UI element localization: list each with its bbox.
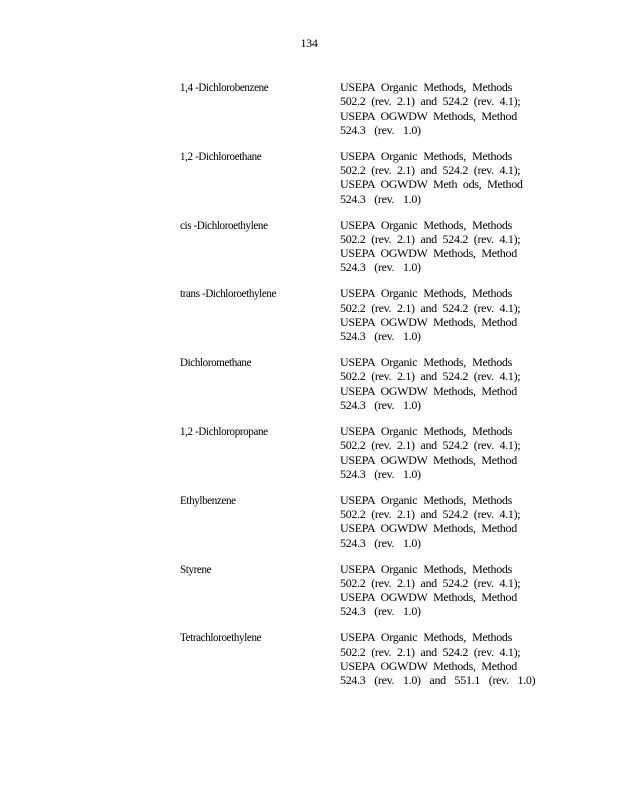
method-line: USEPA OGWDW Methods, Method — [340, 521, 517, 536]
method-description — [340, 148, 523, 218]
chemical-name: trans -Dichloroethylene — [180, 286, 277, 301]
method-line: USEPA Organic Methods, Methods — [340, 286, 512, 301]
method-line: USEPA Organic Methods, Methods — [340, 148, 512, 163]
method-line: 524.3 (rev. 1.0) — [340, 466, 421, 481]
method-line: 524.3 (rev. 1.0) — [340, 122, 421, 137]
method-line: 502.2 (rev. 2.1) and 524.2 (rev. 4.1); — [340, 507, 521, 522]
method-description — [340, 492, 521, 562]
method-line: 502.2 (rev. 2.1) and 524.2 (rev. 4.1); — [340, 231, 521, 246]
method-line: 524.3 (rev. 1.0) — [340, 398, 421, 413]
method-line: 502.2 (rev. 2.1) and 524.2 (rev. 4.1); — [340, 575, 521, 590]
method-line: USEPA OGWDW Methods, Method — [340, 246, 517, 261]
method-line: USEPA OGWDW Methods, Method — [340, 314, 517, 329]
method-description — [340, 286, 521, 355]
chemical-name: 1,4 -Dichlorobenzene — [180, 80, 269, 94]
list-item — [180, 355, 520, 424]
method-description — [340, 355, 521, 424]
chemical-name: Dichloromethane — [180, 355, 252, 370]
method-line: 524.3 (rev. 1.0) — [340, 329, 421, 344]
method-line: 524.3 (rev. 1.0) — [340, 260, 421, 275]
chemical-name: Styrene — [180, 561, 212, 576]
method-line: USEPA OGWDW Methods, Method — [340, 452, 517, 467]
method-line: 502.2 (rev. 2.1) and 524.2 (rev. 4.1); — [340, 644, 521, 659]
list-item — [180, 562, 520, 631]
list-item — [180, 80, 520, 149]
method-description — [340, 630, 536, 699]
method-line: 524.3 (rev. 1.0) — [340, 191, 421, 206]
method-description — [340, 217, 521, 287]
page-number: 134 — [300, 36, 318, 50]
chemical-name: Ethylbenzene — [180, 492, 236, 507]
method-line: 502.2 (rev. 2.1) and 524.2 (rev. 4.1); — [340, 300, 521, 315]
method-description — [340, 80, 521, 149]
method-list — [180, 80, 536, 699]
method-line: USEPA OGWDW Meth ods, Method — [340, 177, 523, 192]
list-item — [180, 424, 520, 493]
chemical-name: 1,2 -Dichloroethane — [180, 148, 262, 163]
list-item — [180, 286, 520, 355]
list-item — [180, 218, 520, 287]
list-item — [180, 630, 536, 699]
method-line: 502.2 (rev. 2.1) and 524.2 (rev. 4.1); — [340, 94, 521, 109]
method-line: USEPA Organic Methods, Methods — [340, 217, 512, 232]
chemical-name: cis -Dichloroethylene — [180, 217, 268, 232]
method-line: 502.2 (rev. 2.1) and 524.2 (rev. 4.1); — [340, 438, 521, 453]
method-line: 502.2 (rev. 2.1) and 524.2 (rev. 4.1); — [340, 369, 521, 384]
list-item — [180, 493, 520, 562]
method-line: 524.3 (rev. 1.0) — [340, 535, 421, 550]
method-line: USEPA Organic Methods, Methods — [340, 492, 512, 507]
method-line: USEPA Organic Methods, Methods — [340, 630, 512, 645]
method-line: USEPA OGWDW Methods, Method — [340, 383, 517, 398]
method-description — [340, 423, 521, 493]
method-line: USEPA OGWDW Methods, Method — [340, 658, 517, 673]
method-line: USEPA OGWDW Methods, Method — [340, 108, 517, 123]
method-line: USEPA OGWDW Methods, Method — [340, 590, 517, 605]
method-line: 502.2 (rev. 2.1) and 524.2 (rev. 4.1); — [340, 163, 521, 178]
method-line: 524.3 (rev. 1.0) — [340, 604, 421, 619]
method-line: 524.3 (rev. 1.0) and 551.1 (rev. 1.0) — [340, 673, 536, 688]
chemical-name: Tetrachloroethylene — [180, 630, 262, 645]
method-line: USEPA Organic Methods, Methods — [340, 561, 512, 576]
method-line: USEPA Organic Methods, Methods — [340, 355, 512, 370]
method-description — [340, 561, 521, 631]
method-line: USEPA Organic Methods, Methods — [340, 80, 512, 94]
method-line: USEPA Organic Methods, Methods — [340, 423, 512, 438]
list-item — [180, 148, 523, 218]
chemical-name: 1,2 -Dichloropropane — [180, 423, 268, 438]
